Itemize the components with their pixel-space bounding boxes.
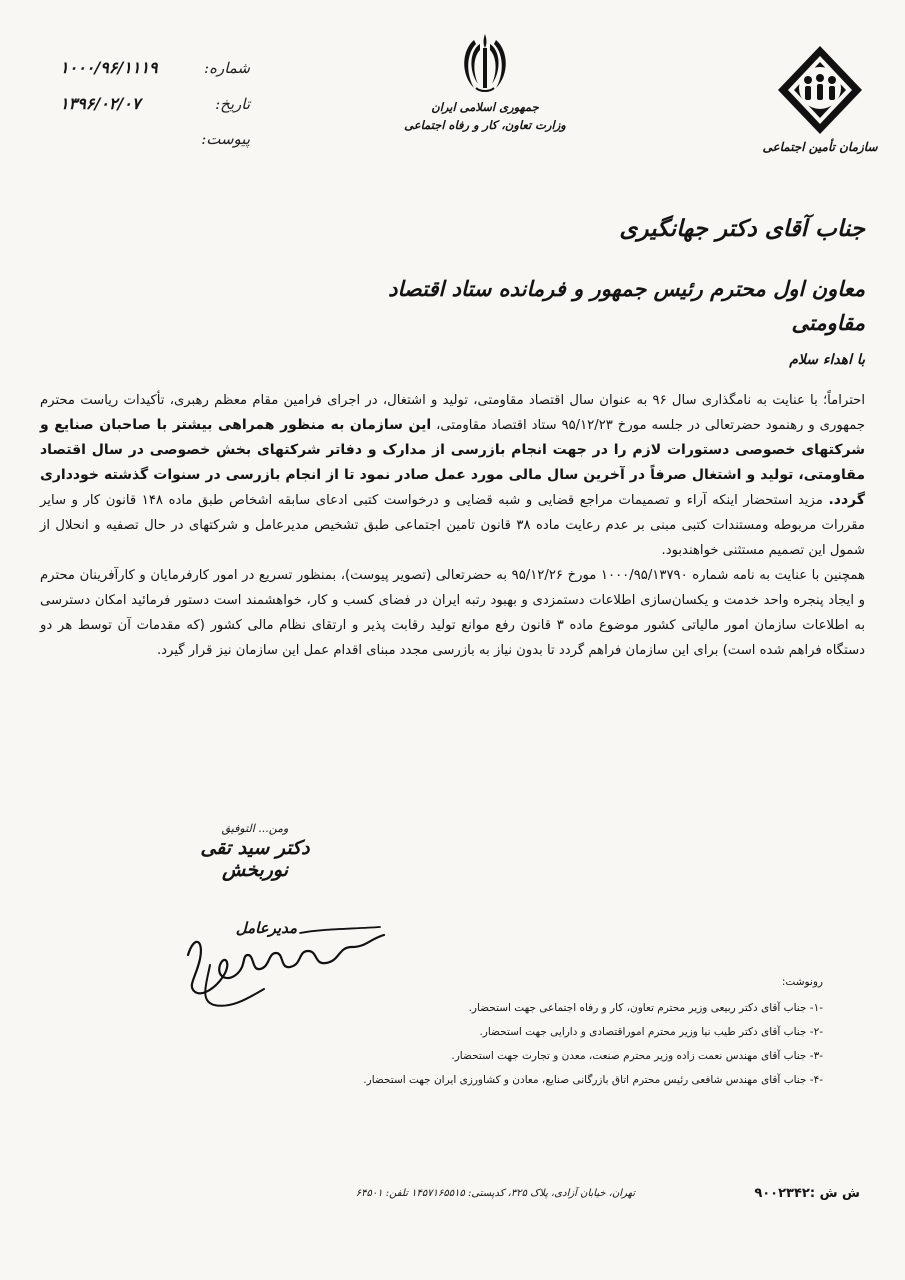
date-row	[60, 94, 250, 130]
paragraph-1	[40, 388, 865, 563]
organization-name: سازمان تأمین اجتماعی	[762, 140, 878, 154]
list-item: -۱- جناب آقای دکتر ربیعی وزیر محترم تعاون، کار و رفاه اجتماعی جهت استحضار.	[468, 1002, 823, 1014]
salutation: با اهداء سلام	[789, 352, 865, 368]
date-label: تاریخ:	[215, 95, 250, 113]
addressee-title: معاون اول محترم رئیس جمهور و فرمانده ستاد اقتصاد مقاومتی	[388, 276, 865, 335]
copies-title: رونوشت:	[781, 976, 823, 988]
organization-header	[760, 42, 880, 154]
paragraph-1-rest: مزید استحضار اینکه آراء و تصمیمات مراجع قضایی و شبه قضایی و درخواست کتبی ادعای سابقه اشخاص طبق ماده ۱۴۸ قانون کار و سایر مقررات مربوطه ومستندات کتبی مبنی بر عدم رعایت ماده ۳۸ قانون تامین اجتماعی طبق تشخیص مدیرعامل و شرکتهای در حال تصفیه و انحلال از شمول این تصمیم مستثنی خواهندبود.	[40, 493, 865, 558]
number-row	[60, 58, 250, 94]
addressee-block	[345, 212, 865, 340]
paragraph-2: همچنین با عنایت به نامه شماره ۱۰۰۰/۹۵/۱۳۷۹۰ مورخ ۹۵/۱۲/۲۶ به حضرتعالی (تصویر پیوست)، بمنظور تسریع در امور کارفرمایان و کارآفرینان محترم و ایجاد پنجره واحد خدمت و یکسان‌سازی اطلاعات دستمزدی و بهبود رتبه ایران در فضای کسب و کار، خواهشمند است دستور فرمائید امکان دسترسی به اطلاعات سازمان امور مالیاتی کشور موضوع ماده ۳ قانون رفع موانع تولید رقابت پذیر و ارتقای نظام مالی کشور (که مقدمات آن توسط هر دو دستگاه فراهم شده است) برای این سازمان فراهم گردد تا بدون نیاز به بازرسی مجدد مبنای اقدام عمل این سازمان نیز قرار گیرد.	[40, 568, 865, 658]
country-name: جمهوری اسلامی ایران	[431, 100, 539, 114]
closing-phrase: ومن... التوفیق	[221, 822, 289, 835]
paragraph-1-intro: احتراماً؛ با عنایت به نامگذاری سال ۹۶ به عنوان سال اقتصاد مقاومتی، تولید و اشتغال، در اجرای فرامین مقام معظم رهبری، تأکیدات ریاست محترم جمهوری و رهنمود حضرتعالی در جلسه مورخ ۹۵/۱۲/۲۳ ستاد اقتصاد مقاومتی،	[40, 393, 865, 433]
signer-name: دکتر سید تقی نوربخش	[200, 837, 310, 881]
list-item: -۳- جناب آقای مهندس نعمت زاده وزیر محترم صنعت، معدن و تجارت جهت استحضار.	[451, 1050, 823, 1062]
government-header	[400, 30, 570, 134]
iran-emblem-icon	[458, 30, 512, 94]
attachment-label: پیوست:	[201, 130, 250, 148]
letter-meta	[60, 58, 250, 166]
addressee-name: جناب آقای دکتر جهانگیری	[619, 215, 865, 242]
social-security-logo-icon	[772, 42, 868, 138]
list-item: -۲- جناب آقای دکتر طیب نیا وزیر محترم اموراقتصادی و دارایی جهت استحضار.	[479, 1026, 823, 1038]
signer-role: مدیرعامل	[235, 919, 297, 937]
list-item: -۴- جناب آقای مهندس شافعی رئیس محترم اتاق بازرگانی صنایع، معادن و کشاورزی ایران جهت استحضار.	[363, 1074, 823, 1086]
paragraph-1-emphasis: این سازمان به منظور همراهی بیشتر با صاحبان صنایع و شرکتهای خصوصی دستورات لازم را در جهت انجام بازرسی از مدارک و دفاتر شرکتهای بخش خصوصی در سال اقتصاد مقاومتی، تولید و اشتغال صرفاً در آخرین سال مالی مورد عمل صادر نمود تا از انجام بازرسی در سنوات گذشته خودداری گردد.	[40, 417, 865, 508]
attachment-row	[60, 130, 250, 166]
ministry-name: وزارت تعاون، کار و رفاه اجتماعی	[404, 118, 566, 132]
number-value: ۱۰۰۰/۹۶/۱۱۱۹	[60, 58, 158, 77]
footer-id: ش ش :۹۰۰۲۳۴۲	[754, 1186, 860, 1201]
number-label: شماره:	[204, 59, 250, 77]
signature-block	[175, 822, 335, 937]
copies-list	[223, 976, 823, 1092]
letter-body	[40, 388, 865, 663]
date-value: ۱۳۹۶/۰۲/۰۷	[60, 94, 141, 113]
footer-address: تهران، خیابان آزادی، پلاک ۳۲۵، کدپستی: ۱۴۵۷۱۶۵۵۱۵ تلفن: ۶۴۵۰۱	[355, 1188, 635, 1199]
